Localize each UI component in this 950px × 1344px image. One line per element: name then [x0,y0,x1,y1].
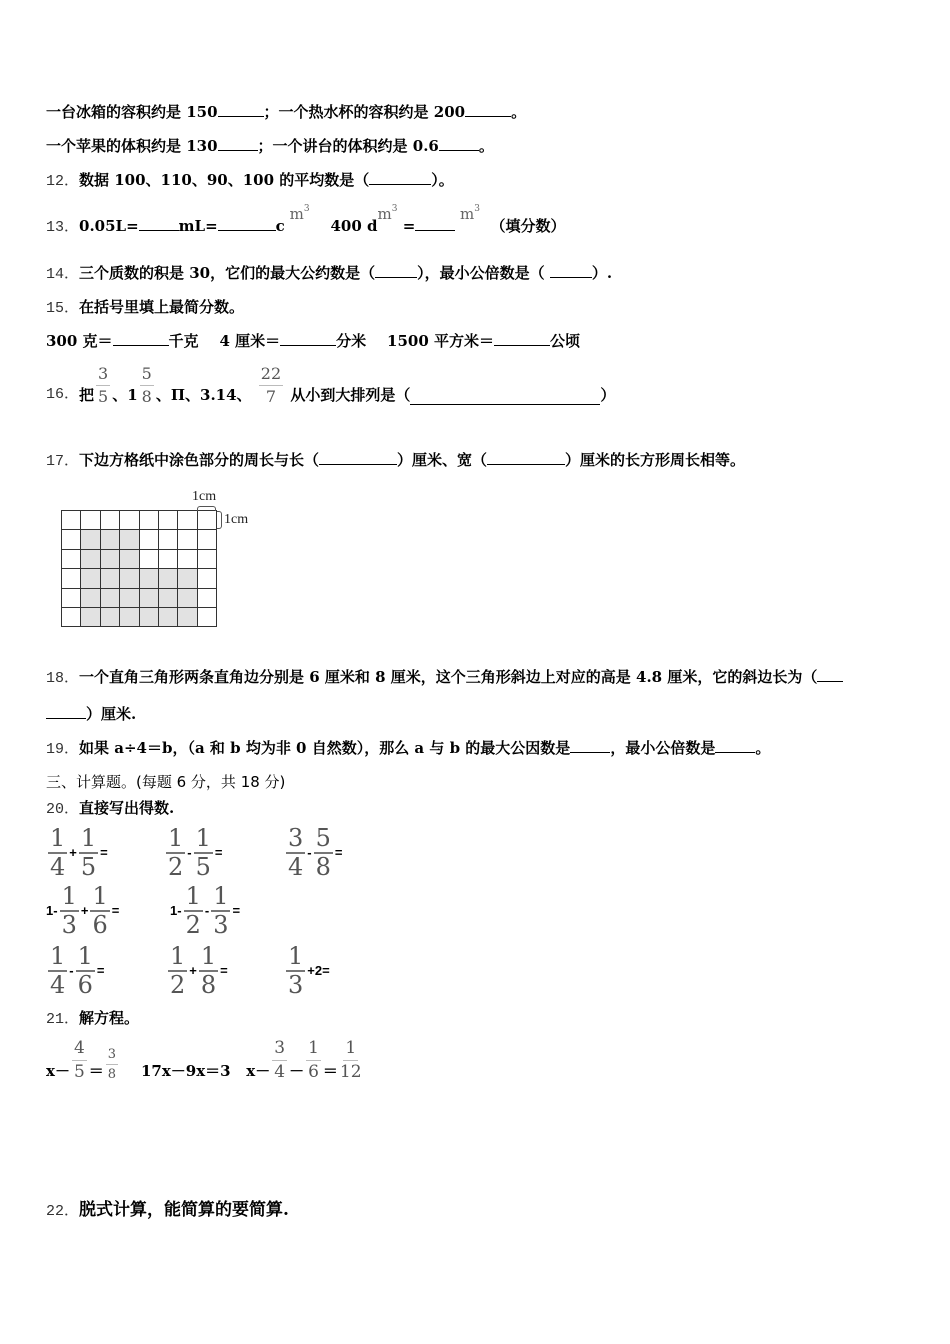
q11-line1: 一台冰箱的容积约是 150 ；一个热水杯的容积约是 200 。 [46,103,527,121]
grid-figure [61,510,217,627]
calc-item: 1- $\frac{1}{3}$ + $\frac{1}{6}$ = [46,882,120,939]
calc-item: $\frac{1}{3}$ +2= [288,942,330,999]
answer-blank[interactable] [494,332,550,346]
answer-blank[interactable] [715,739,755,753]
fraction: $\frac{1}{4}$ [50,824,66,881]
fraction: $\frac{1}{12}$ [339,1038,362,1082]
fraction: $\frac{1}{2}$ [185,882,201,939]
fraction: $\frac{1}{6}$ [92,882,108,939]
calc-item: 1- $\frac{1}{2}$ - $\frac{1}{3}$ = [170,882,241,939]
answer-blank[interactable] [218,217,276,231]
fraction: $\frac{3}{4}$ [274,1038,286,1082]
fraction: $\frac{3}{4}$ [288,824,304,881]
fraction: $\frac{4}{5}$ [73,1038,85,1082]
fraction: $\frac{1}{3}$ [61,882,77,939]
answer-blank[interactable] [369,171,431,185]
fraction: $\frac{1}{8}$ [200,942,217,999]
question-18-cont: ）厘米. [46,704,136,724]
brace-right [217,511,222,529]
question-16: 16． 把 $\frac{3}{5}$ 、 1 $\frac{5}{8}$ 、Π、3.14、 $\frac{22}{7}$ 从小到大排列是（ ） [46,364,616,406]
brace-top [197,506,216,511]
fraction: $\frac{22}{7}$ [260,364,282,406]
answer-blank[interactable] [218,137,258,151]
calc-item: $\frac{1}{2}$ + $\frac{1}{8}$ = [170,942,228,999]
question-14: 14．三个质数的积是 30，它们的最大公约数是（ ），最小公倍数是（ ）. [46,264,613,283]
question-20: 20．直接写出得数. [46,799,175,818]
fraction: $\frac{1}{5}$ [195,824,211,881]
fraction: $\frac{1}{3}$ [288,942,304,999]
fraction: $\frac{1}{5}$ [80,824,97,881]
calc-item: $\frac{1}{4}$ + $\frac{1}{5}$ = [50,824,108,881]
answer-blank[interactable] [487,451,565,465]
q11-line2: 一个苹果的体积约是 130 ；一个讲台的体积约是 0.6 。 [46,137,494,155]
label-right-1cm: 1cm [224,512,249,527]
answer-blank[interactable] [113,332,169,346]
calc-item: $\frac{1}{4}$ - $\frac{1}{6}$ = [50,942,105,999]
question-17: 17．下边方格纸中涂色部分的周长与长（ ）厘米、宽（ ）厘米的长方形周长相等。 [46,451,746,470]
fraction: $\frac{1}{2}$ [168,824,184,881]
answer-blank[interactable] [139,217,179,231]
answer-blank[interactable] [280,332,336,346]
answer-blank[interactable] [375,264,417,278]
answer-blank[interactable] [46,705,86,719]
fraction: $\frac{5}{8}$ [141,364,152,406]
section-heading: 三、计算题。(每题 6 分，共 18 分) [46,773,286,791]
fraction: $\frac{1}{3}$ [213,882,229,939]
label-top-1cm: 1cm [192,489,217,504]
answer-blank[interactable] [415,217,455,231]
question-22: 22．脱式计算，能简算的要简算. [46,1200,289,1220]
q15-items: 300 克＝ 千克 4 厘米＝ 分米 1500 平方米＝ 公顷 [46,332,581,350]
question-12: 12．数据 100、110、90、100 的平均数是（ ）。 [46,171,454,190]
question-21: 21．解方程。 [46,1009,140,1028]
equations: x－ $\frac{4}{5}$ ＝ $\frac{3}{8}$ 17x－9x＝3 x－ $\frac{3}{4}$ － $\frac{1}{6}$ ＝ $\frac{1}{12}$ [46,1038,362,1082]
question-18: 18．一个直角三角形两条直角边分别是 6 厘米和 8 厘米，这个三角形斜边上对应的高是 4.8 厘米，它的斜边长为（ [46,667,843,689]
answer-blank[interactable] [570,739,610,753]
answer-blank[interactable] [465,103,511,117]
fraction: $\frac{3}{5}$ [98,364,109,406]
calc-item: $\frac{1}{2}$ - $\frac{1}{5}$ = [168,824,223,881]
answer-blank[interactable] [550,264,592,278]
answer-blank[interactable] [319,451,397,465]
fraction: $\frac{5}{8}$ [315,824,331,881]
fraction: $\frac{1}{2}$ [170,942,186,999]
fraction: $\frac{3}{8}$ [107,1047,117,1082]
question-19: 19．如果 a÷4＝b，（a 和 b 均为非 0 自然数），那么 a 与 b 的最大公因数是 ，最小公倍数是 。 [46,739,771,758]
calc-item: $\frac{3}{4}$ - $\frac{5}{8}$ = [288,824,343,881]
answer-blank[interactable] [817,668,843,682]
answer-blank[interactable] [410,391,600,405]
answer-blank[interactable] [439,137,479,151]
question-13: 13．0.05L= mL= c $m^3$ 400 $dm^3 = m^3$ （填分数） [46,204,566,236]
fraction: $\frac{1}{4}$ [50,942,66,999]
fraction: $\frac{1}{6}$ [77,942,93,999]
fraction: $\frac{1}{6}$ [308,1038,319,1082]
answer-blank[interactable] [218,103,264,117]
question-15: 15．在括号里填上最简分数。 [46,298,245,317]
